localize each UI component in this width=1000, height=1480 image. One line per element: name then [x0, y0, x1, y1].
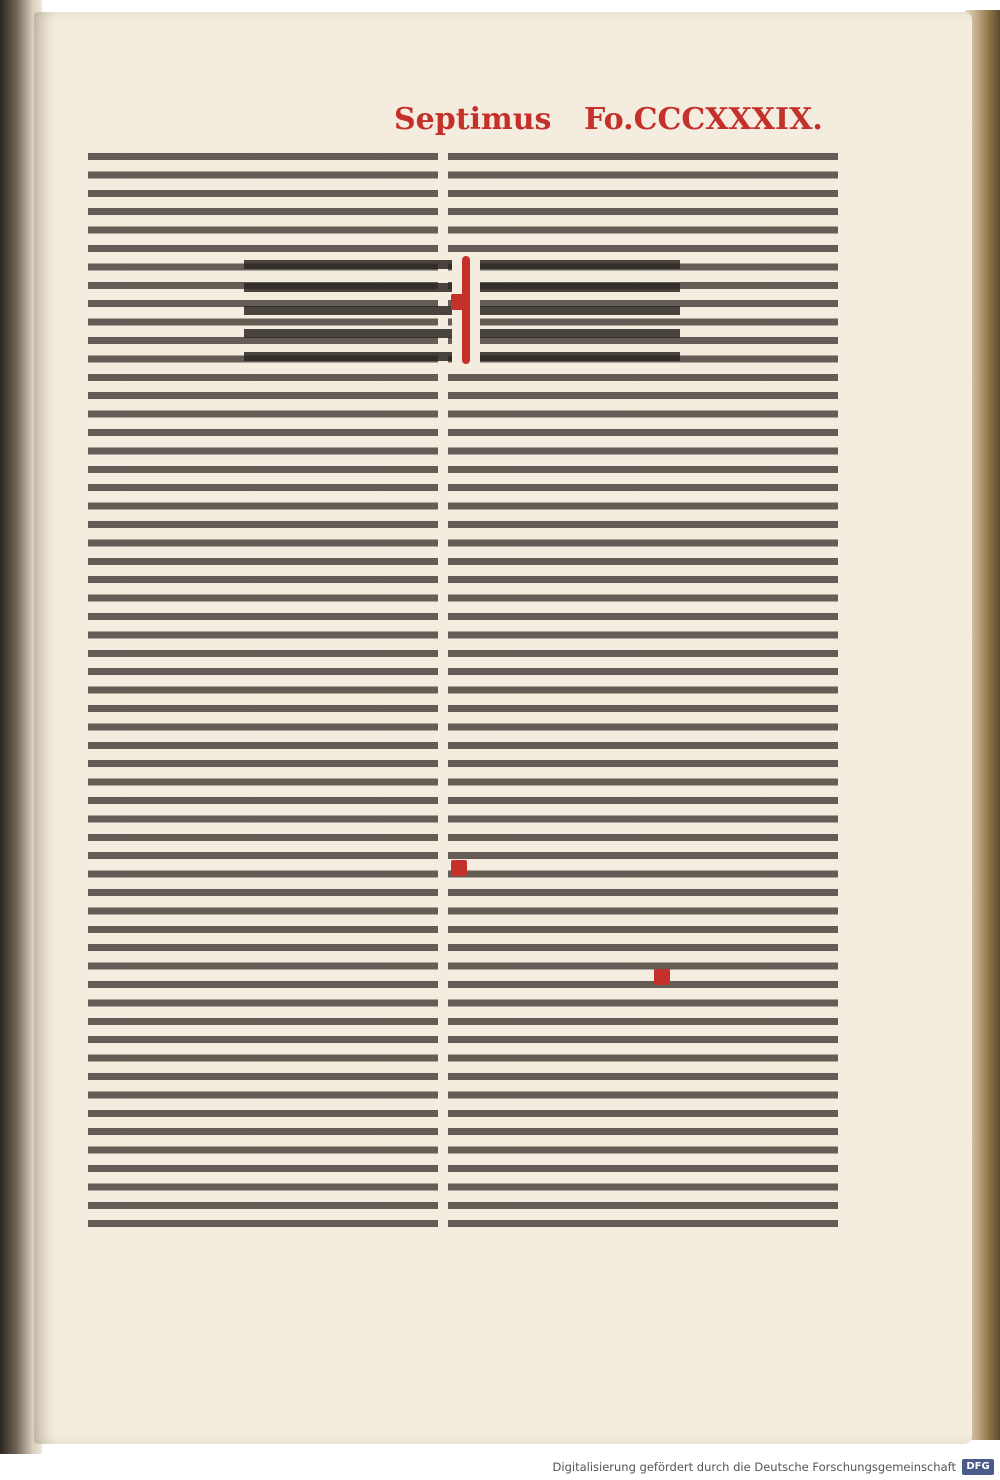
red-paragraph-mark: [451, 294, 467, 310]
dfg-logo: DFG: [962, 1459, 994, 1475]
red-paragraph-mark: [654, 969, 670, 985]
red-initial: [452, 252, 480, 372]
footer-credit: Digitalisierung gefördert durch die Deutsche Forschungsgemeinschaft: [552, 1460, 956, 1474]
folio-number: Fo.CCCXXXIX.: [584, 102, 823, 137]
digitization-footer: [0, 1454, 1000, 1480]
running-head: [394, 100, 844, 150]
red-paragraph-mark: [451, 860, 467, 876]
book-page: [34, 12, 972, 1444]
running-head-left: Septimus: [394, 102, 552, 137]
red-initial-stroke: [462, 256, 470, 364]
